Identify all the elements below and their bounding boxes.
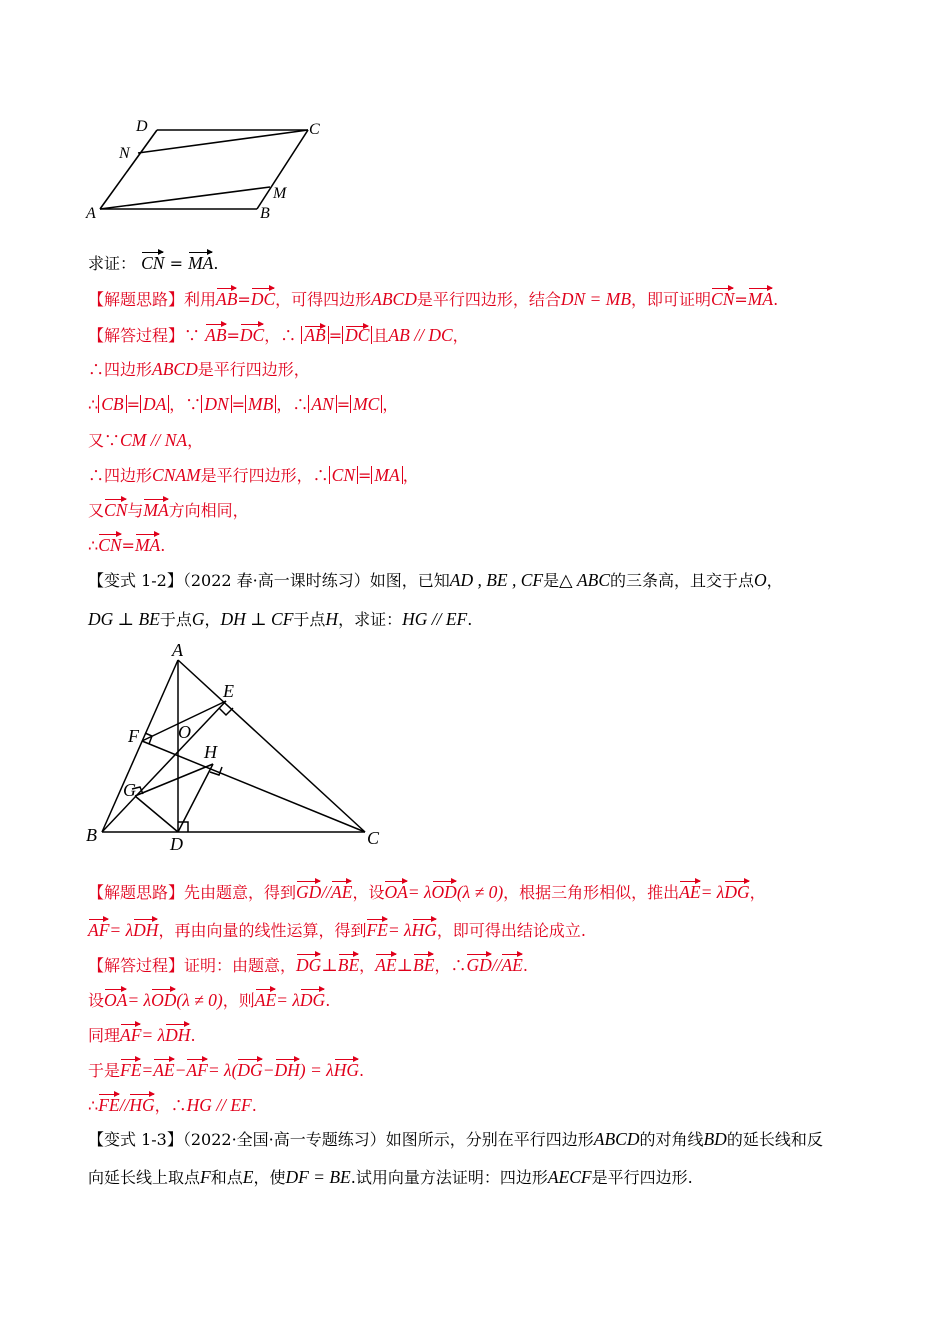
triangle-altitudes-figure bbox=[80, 636, 400, 856]
solution2-process-line2: 设OA= λOD(λ ≠ 0)，则AE= λDG. bbox=[88, 990, 331, 1010]
solution2-idea-line2: AF= λDH，再由向量的线性运算，得到FE= λHG，即可得出结论成立. bbox=[88, 920, 586, 940]
label-G2: G bbox=[123, 780, 136, 800]
label-C: C bbox=[309, 121, 320, 138]
variant3-problem-line2: 向延长线上取点F和点E，使DF = BE.试用向量方法证明：四边形AECF是平行四边形. bbox=[88, 1167, 693, 1187]
solution2-process-line4: 于是FE=AE−AF= λ(DG−DH) = λHG. bbox=[88, 1060, 365, 1080]
label-C2: C bbox=[367, 828, 380, 848]
variant3-problem-line1: 【变式 1-3】（2022·全国·高一专题练习）如图所示，分别在平行四边形ABCD的对角线BD的延长线和反 bbox=[88, 1129, 823, 1149]
variant2-problem-line2: DG ⊥ BE于点G，DH ⊥ CF于点H，求证：HG // EF. bbox=[88, 609, 473, 629]
label-B2: B bbox=[86, 825, 97, 845]
label-A: A bbox=[86, 205, 96, 222]
solution1-process-line1: 【解答过程】∵ AB=DC，∴ AB = DC 且AB // DC， bbox=[88, 325, 469, 345]
solution2-process-line5: ∴FE//HG，∴HG // EF. bbox=[88, 1095, 257, 1115]
solution1-idea: 【解题思路】利用AB=DC，可得四边形ABCD是平行四边形，结合DN = MB，即可证明CN=MA. bbox=[88, 289, 779, 309]
label-D: D bbox=[136, 118, 148, 135]
solution1-process-line3: ∴ CB = DA ，∵ DN = MB ，∴ AN = MC ， bbox=[88, 394, 399, 414]
solution1-process-line5: ∴四边形CNAM是平行四边形，∴ CN = MA ， bbox=[88, 465, 419, 485]
label-N: N bbox=[119, 145, 130, 162]
parallelogram-figure bbox=[80, 110, 340, 230]
solution2-process-line3: 同理AF= λDH. bbox=[88, 1025, 196, 1045]
label-B: B bbox=[260, 205, 270, 222]
label-O2: O bbox=[178, 722, 191, 742]
label-A2: A bbox=[172, 640, 183, 660]
variant2-problem-line1: 【变式 1-2】（2022 春·高一课时练习）如图，已知AD , BE , CF是△ ABC的三条高，且交于点O， bbox=[88, 570, 783, 590]
label-E2: E bbox=[223, 681, 234, 701]
solution2-idea-line1: 【解题思路】先由题意，得到GD//AE，设OA= λOD(λ ≠ 0)，根据三角形相似，推出AE= λDG， bbox=[88, 882, 766, 902]
label-D2: D bbox=[170, 834, 183, 854]
label-M: M bbox=[273, 185, 287, 202]
solution1-process-line2: ∴四边形ABCD是平行四边形， bbox=[88, 359, 310, 379]
prove-statement: 求证： CN = MA. bbox=[88, 253, 219, 273]
label-H2: H bbox=[204, 742, 217, 762]
solution1-process-line7: ∴CN=MA. bbox=[88, 535, 166, 555]
solution2-process-line1: 【解答过程】证明：由题意，DG⊥BE，AE⊥BE，∴GD//AE. bbox=[88, 955, 528, 975]
solution1-process-line4: 又∵CM // NA， bbox=[88, 430, 204, 450]
label-F2: F bbox=[128, 726, 139, 746]
solution1-process-line6: 又CN与MA方向相同， bbox=[88, 500, 249, 520]
